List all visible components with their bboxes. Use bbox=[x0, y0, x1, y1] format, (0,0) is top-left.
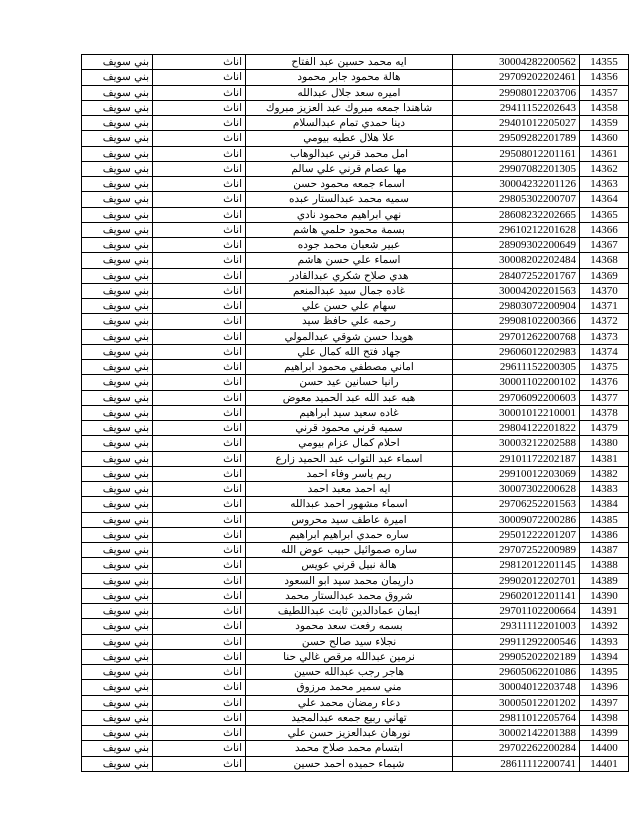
table-row bbox=[82, 573, 629, 588]
national-id-cell: 29707252200989 bbox=[453, 543, 580, 558]
national-id-cell: 29911292200546 bbox=[453, 634, 580, 649]
national-id-cell: 30009072200286 bbox=[453, 512, 580, 527]
national-id-cell: 30001102200102 bbox=[453, 375, 580, 390]
gender-cell: اناث bbox=[153, 222, 246, 237]
table-row bbox=[82, 70, 629, 85]
name-cell: اسماء علي حسن هاشم bbox=[246, 253, 453, 268]
table-row bbox=[82, 680, 629, 695]
serial-number-cell: 14378 bbox=[580, 405, 629, 420]
serial-number-cell: 14391 bbox=[580, 604, 629, 619]
name-cell: سميه محمد عبدالستار عبده bbox=[246, 192, 453, 207]
table-row bbox=[82, 543, 629, 558]
table-row bbox=[82, 85, 629, 100]
national-id-cell: 29610212201628 bbox=[453, 222, 580, 237]
governorate-cell: بني سويف bbox=[82, 482, 153, 497]
table-row bbox=[82, 741, 629, 756]
name-cell: غاده جمال سيد عبدالمنعم bbox=[246, 283, 453, 298]
gender-cell: اناث bbox=[153, 527, 246, 542]
national-id-cell: 29908102200366 bbox=[453, 314, 580, 329]
table-row bbox=[82, 436, 629, 451]
national-id-cell: 29805302200707 bbox=[453, 192, 580, 207]
national-id-cell: 29804122201822 bbox=[453, 421, 580, 436]
serial-number-cell: 14389 bbox=[580, 573, 629, 588]
national-id-cell: 30002142201388 bbox=[453, 726, 580, 741]
table-row bbox=[82, 558, 629, 573]
name-cell: نرمين عبدالله مرقص غالي حنا bbox=[246, 649, 453, 664]
governorate-cell: بني سويف bbox=[82, 131, 153, 146]
serial-number-cell: 14382 bbox=[580, 466, 629, 481]
table-row bbox=[82, 405, 629, 420]
table-row bbox=[82, 161, 629, 176]
serial-number-cell: 14368 bbox=[580, 253, 629, 268]
national-id-cell: 29611152200305 bbox=[453, 360, 580, 375]
governorate-cell: بني سويف bbox=[82, 497, 153, 512]
national-id-cell: 29701262200768 bbox=[453, 329, 580, 344]
governorate-cell: بني سويف bbox=[82, 70, 153, 85]
national-id-cell: 29602012201141 bbox=[453, 588, 580, 603]
table-row bbox=[82, 527, 629, 542]
serial-number-cell: 14380 bbox=[580, 436, 629, 451]
national-id-cell: 29812012201145 bbox=[453, 558, 580, 573]
governorate-cell: بني سويف bbox=[82, 619, 153, 634]
national-id-cell: 29706252201563 bbox=[453, 497, 580, 512]
gender-cell: اناث bbox=[153, 116, 246, 131]
gender-cell: اناث bbox=[153, 314, 246, 329]
national-id-cell: 29605062201086 bbox=[453, 665, 580, 680]
national-id-cell: 29101172202187 bbox=[453, 451, 580, 466]
serial-number-cell: 14388 bbox=[580, 558, 629, 573]
table-row bbox=[82, 512, 629, 527]
name-cell: مها عصام قرني علي سالم bbox=[246, 161, 453, 176]
gender-cell: اناث bbox=[153, 726, 246, 741]
serial-number-cell: 14363 bbox=[580, 177, 629, 192]
gender-cell: اناث bbox=[153, 604, 246, 619]
governorate-cell: بني سويف bbox=[82, 726, 153, 741]
national-id-cell: 29508012201161 bbox=[453, 146, 580, 161]
name-cell: نورهان عبدالعزيز حسن علي bbox=[246, 726, 453, 741]
governorate-cell: بني سويف bbox=[82, 604, 153, 619]
national-id-cell: 30004012203748 bbox=[453, 680, 580, 695]
serial-number-cell: 14384 bbox=[580, 497, 629, 512]
name-cell: ساره حمدي ابراهيم ابراهيم bbox=[246, 527, 453, 542]
gender-cell: اناث bbox=[153, 405, 246, 420]
serial-number-cell: 14392 bbox=[580, 619, 629, 634]
serial-number-cell: 14358 bbox=[580, 100, 629, 115]
serial-number-cell: 14387 bbox=[580, 543, 629, 558]
gender-cell: اناث bbox=[153, 329, 246, 344]
name-cell: احلام كمال عزام بيومي bbox=[246, 436, 453, 451]
name-cell: داريمان محمد سيد ابو السعود bbox=[246, 573, 453, 588]
gender-cell: اناث bbox=[153, 451, 246, 466]
table-row bbox=[82, 253, 629, 268]
gender-cell: اناث bbox=[153, 497, 246, 512]
national-id-cell: 30004232201126 bbox=[453, 177, 580, 192]
governorate-cell: بني سويف bbox=[82, 100, 153, 115]
national-id-cell: 29910012203069 bbox=[453, 466, 580, 481]
table-row bbox=[82, 619, 629, 634]
governorate-cell: بني سويف bbox=[82, 695, 153, 710]
serial-number-cell: 14362 bbox=[580, 161, 629, 176]
national-id-cell: 30008202202484 bbox=[453, 253, 580, 268]
governorate-cell: بني سويف bbox=[82, 253, 153, 268]
serial-number-cell: 14369 bbox=[580, 268, 629, 283]
name-cell: اسماء جمعه محمود حسن bbox=[246, 177, 453, 192]
governorate-cell: بني سويف bbox=[82, 283, 153, 298]
serial-number-cell: 14370 bbox=[580, 283, 629, 298]
name-cell: نهي ابراهيم محمود نادي bbox=[246, 207, 453, 222]
governorate-cell: بني سويف bbox=[82, 207, 153, 222]
governorate-cell: بني سويف bbox=[82, 177, 153, 192]
name-cell: ايه احمد معبد احمد bbox=[246, 482, 453, 497]
national-id-cell: 29701102200664 bbox=[453, 604, 580, 619]
name-cell: عبير شعبان محمد جوده bbox=[246, 238, 453, 253]
gender-cell: اناث bbox=[153, 512, 246, 527]
name-cell: غاده سعيد سيد ابراهيم bbox=[246, 405, 453, 420]
governorate-cell: بني سويف bbox=[82, 512, 153, 527]
name-cell: ايه محمد حسين عبد الفتاح bbox=[246, 55, 453, 70]
name-cell: هويدا حسن شوقي عبدالمولي bbox=[246, 329, 453, 344]
national-id-cell: 29902012202701 bbox=[453, 573, 580, 588]
table-row bbox=[82, 116, 629, 131]
national-id-cell: 28407252201767 bbox=[453, 268, 580, 283]
gender-cell: اناث bbox=[153, 283, 246, 298]
registry-table bbox=[81, 54, 629, 772]
governorate-cell: بني سويف bbox=[82, 710, 153, 725]
serial-number-cell: 14397 bbox=[580, 695, 629, 710]
governorate-cell: بني سويف bbox=[82, 680, 153, 695]
name-cell: هالة نبيل قرني عويس bbox=[246, 558, 453, 573]
name-cell: نجلاء سيد صالح حسن bbox=[246, 634, 453, 649]
table-row bbox=[82, 649, 629, 664]
governorate-cell: بني سويف bbox=[82, 558, 153, 573]
national-id-cell: 30004282200562 bbox=[453, 55, 580, 70]
gender-cell: اناث bbox=[153, 665, 246, 680]
table-row bbox=[82, 588, 629, 603]
name-cell: اميره سعد جلال عبدالله bbox=[246, 85, 453, 100]
table-row bbox=[82, 756, 629, 771]
serial-number-cell: 14398 bbox=[580, 710, 629, 725]
national-id-cell: 29311112201003 bbox=[453, 619, 580, 634]
name-cell: هاجر رجب عبدالله حسين bbox=[246, 665, 453, 680]
name-cell: سهام علي حسن علي bbox=[246, 299, 453, 314]
national-id-cell: 30007302200628 bbox=[453, 482, 580, 497]
national-id-cell: 29706092200603 bbox=[453, 390, 580, 405]
gender-cell: اناث bbox=[153, 161, 246, 176]
governorate-cell: بني سويف bbox=[82, 451, 153, 466]
table-row bbox=[82, 329, 629, 344]
serial-number-cell: 14401 bbox=[580, 756, 629, 771]
table-row bbox=[82, 482, 629, 497]
registry-table-body bbox=[82, 55, 629, 772]
serial-number-cell: 14364 bbox=[580, 192, 629, 207]
name-cell: امل محمد قرني عبدالوهاب bbox=[246, 146, 453, 161]
governorate-cell: بني سويف bbox=[82, 756, 153, 771]
governorate-cell: بني سويف bbox=[82, 238, 153, 253]
serial-number-cell: 14357 bbox=[580, 85, 629, 100]
national-id-cell: 29907082201305 bbox=[453, 161, 580, 176]
name-cell: سميه قرني محمود قرني bbox=[246, 421, 453, 436]
gender-cell: اناث bbox=[153, 543, 246, 558]
gender-cell: اناث bbox=[153, 360, 246, 375]
national-id-cell: 29702262200284 bbox=[453, 741, 580, 756]
gender-cell: اناث bbox=[153, 192, 246, 207]
gender-cell: اناث bbox=[153, 299, 246, 314]
name-cell: اسماء مشهور احمد عبدالله bbox=[246, 497, 453, 512]
table-row bbox=[82, 604, 629, 619]
table-row bbox=[82, 375, 629, 390]
name-cell: ريم ياسر وفاء احمد bbox=[246, 466, 453, 481]
gender-cell: اناث bbox=[153, 482, 246, 497]
governorate-cell: بني سويف bbox=[82, 85, 153, 100]
gender-cell: اناث bbox=[153, 466, 246, 481]
serial-number-cell: 14377 bbox=[580, 390, 629, 405]
name-cell: اميرة عاطف سيد محروس bbox=[246, 512, 453, 527]
national-id-cell: 29509282201789 bbox=[453, 131, 580, 146]
name-cell: شروق محمد عبدالستار محمد bbox=[246, 588, 453, 603]
national-id-cell: 28611112200741 bbox=[453, 756, 580, 771]
national-id-cell: 30001012210001 bbox=[453, 405, 580, 420]
national-id-cell: 29606012202983 bbox=[453, 344, 580, 359]
governorate-cell: بني سويف bbox=[82, 299, 153, 314]
name-cell: هدي صلاح شكري عبدالقادر bbox=[246, 268, 453, 283]
governorate-cell: بني سويف bbox=[82, 192, 153, 207]
governorate-cell: بني سويف bbox=[82, 634, 153, 649]
gender-cell: اناث bbox=[153, 268, 246, 283]
governorate-cell: بني سويف bbox=[82, 588, 153, 603]
governorate-cell: بني سويف bbox=[82, 268, 153, 283]
table-row bbox=[82, 177, 629, 192]
gender-cell: اناث bbox=[153, 238, 246, 253]
gender-cell: اناث bbox=[153, 558, 246, 573]
serial-number-cell: 14367 bbox=[580, 238, 629, 253]
serial-number-cell: 14400 bbox=[580, 741, 629, 756]
governorate-cell: بني سويف bbox=[82, 405, 153, 420]
name-cell: هبه عبد الله عبد الحميد معوض bbox=[246, 390, 453, 405]
table-row bbox=[82, 314, 629, 329]
national-id-cell: 28909302200649 bbox=[453, 238, 580, 253]
gender-cell: اناث bbox=[153, 344, 246, 359]
serial-number-cell: 14359 bbox=[580, 116, 629, 131]
name-cell: ابتسام محمد صلاح محمد bbox=[246, 741, 453, 756]
name-cell: علا هلال عطيه بيومي bbox=[246, 131, 453, 146]
governorate-cell: بني سويف bbox=[82, 360, 153, 375]
serial-number-cell: 14379 bbox=[580, 421, 629, 436]
serial-number-cell: 14385 bbox=[580, 512, 629, 527]
governorate-cell: بني سويف bbox=[82, 573, 153, 588]
table-row bbox=[82, 283, 629, 298]
name-cell: ساره صموائيل حبيب عوض الله bbox=[246, 543, 453, 558]
gender-cell: اناث bbox=[153, 375, 246, 390]
gender-cell: اناث bbox=[153, 573, 246, 588]
gender-cell: اناث bbox=[153, 146, 246, 161]
table-row bbox=[82, 497, 629, 512]
serial-number-cell: 14372 bbox=[580, 314, 629, 329]
name-cell: اسماء عبد التواب عبد الحميد زارع bbox=[246, 451, 453, 466]
gender-cell: اناث bbox=[153, 680, 246, 695]
name-cell: شاهندا جمعه مبروك عبد العزيز مبروك bbox=[246, 100, 453, 115]
table-row bbox=[82, 100, 629, 115]
gender-cell: اناث bbox=[153, 436, 246, 451]
name-cell: تهاني ربيع جمعه عبدالمجيد bbox=[246, 710, 453, 725]
name-cell: دينا حمدي تمام عبدالسلام bbox=[246, 116, 453, 131]
national-id-cell: 29905202202189 bbox=[453, 649, 580, 664]
name-cell: جهاد فتح الله كمال علي bbox=[246, 344, 453, 359]
serial-number-cell: 14396 bbox=[580, 680, 629, 695]
gender-cell: اناث bbox=[153, 70, 246, 85]
table-row bbox=[82, 466, 629, 481]
national-id-cell: 29401012205027 bbox=[453, 116, 580, 131]
name-cell: بسمه رفعت سعد محمود bbox=[246, 619, 453, 634]
gender-cell: اناث bbox=[153, 85, 246, 100]
serial-number-cell: 14373 bbox=[580, 329, 629, 344]
serial-number-cell: 14375 bbox=[580, 360, 629, 375]
serial-number-cell: 14355 bbox=[580, 55, 629, 70]
table-row bbox=[82, 360, 629, 375]
table-row bbox=[82, 222, 629, 237]
governorate-cell: بني سويف bbox=[82, 344, 153, 359]
name-cell: اماني مصطفي محمود ابراهيم bbox=[246, 360, 453, 375]
table-row bbox=[82, 710, 629, 725]
gender-cell: اناث bbox=[153, 207, 246, 222]
gender-cell: اناث bbox=[153, 177, 246, 192]
serial-number-cell: 14376 bbox=[580, 375, 629, 390]
governorate-cell: بني سويف bbox=[82, 466, 153, 481]
national-id-cell: 30003212202588 bbox=[453, 436, 580, 451]
gender-cell: اناث bbox=[153, 741, 246, 756]
name-cell: بسمة محمود حلمي هاشم bbox=[246, 222, 453, 237]
serial-number-cell: 14393 bbox=[580, 634, 629, 649]
national-id-cell: 29908012203706 bbox=[453, 85, 580, 100]
serial-number-cell: 14366 bbox=[580, 222, 629, 237]
governorate-cell: بني سويف bbox=[82, 116, 153, 131]
serial-number-cell: 14374 bbox=[580, 344, 629, 359]
governorate-cell: بني سويف bbox=[82, 161, 153, 176]
name-cell: رحمه علي حافظ سيد bbox=[246, 314, 453, 329]
table-row bbox=[82, 268, 629, 283]
name-cell: ايمان عمادالدين ثابت عبداللطيف bbox=[246, 604, 453, 619]
table-row bbox=[82, 451, 629, 466]
table-row bbox=[82, 665, 629, 680]
national-id-cell: 30004202201563 bbox=[453, 283, 580, 298]
gender-cell: اناث bbox=[153, 710, 246, 725]
table-row bbox=[82, 146, 629, 161]
serial-number-cell: 14383 bbox=[580, 482, 629, 497]
national-id-cell: 29811012205764 bbox=[453, 710, 580, 725]
table-row bbox=[82, 695, 629, 710]
table-row bbox=[82, 192, 629, 207]
serial-number-cell: 14390 bbox=[580, 588, 629, 603]
table-row bbox=[82, 390, 629, 405]
governorate-cell: بني سويف bbox=[82, 390, 153, 405]
national-id-cell: 29411152202643 bbox=[453, 100, 580, 115]
national-id-cell: 30005012201202 bbox=[453, 695, 580, 710]
gender-cell: اناث bbox=[153, 756, 246, 771]
serial-number-cell: 14386 bbox=[580, 527, 629, 542]
table-row bbox=[82, 299, 629, 314]
gender-cell: اناث bbox=[153, 100, 246, 115]
registry-sheet bbox=[81, 54, 618, 772]
national-id-cell: 29501222201207 bbox=[453, 527, 580, 542]
gender-cell: اناث bbox=[153, 253, 246, 268]
serial-number-cell: 14365 bbox=[580, 207, 629, 222]
gender-cell: اناث bbox=[153, 390, 246, 405]
gender-cell: اناث bbox=[153, 695, 246, 710]
table-row bbox=[82, 726, 629, 741]
gender-cell: اناث bbox=[153, 588, 246, 603]
table-row bbox=[82, 131, 629, 146]
governorate-cell: بني سويف bbox=[82, 741, 153, 756]
serial-number-cell: 14399 bbox=[580, 726, 629, 741]
table-row bbox=[82, 634, 629, 649]
serial-number-cell: 14356 bbox=[580, 70, 629, 85]
table-row bbox=[82, 238, 629, 253]
serial-number-cell: 14361 bbox=[580, 146, 629, 161]
serial-number-cell: 14360 bbox=[580, 131, 629, 146]
name-cell: رانيا حسانين عيد حسن bbox=[246, 375, 453, 390]
table-row bbox=[82, 344, 629, 359]
serial-number-cell: 14395 bbox=[580, 665, 629, 680]
gender-cell: اناث bbox=[153, 634, 246, 649]
gender-cell: اناث bbox=[153, 55, 246, 70]
national-id-cell: 29803072200904 bbox=[453, 299, 580, 314]
table-row bbox=[82, 421, 629, 436]
governorate-cell: بني سويف bbox=[82, 375, 153, 390]
governorate-cell: بني سويف bbox=[82, 649, 153, 664]
governorate-cell: بني سويف bbox=[82, 421, 153, 436]
name-cell: هالة محمود جابر محمود bbox=[246, 70, 453, 85]
governorate-cell: بني سويف bbox=[82, 222, 153, 237]
name-cell: دعاء رمضان محمد علي bbox=[246, 695, 453, 710]
governorate-cell: بني سويف bbox=[82, 436, 153, 451]
name-cell: مني سمير محمد مرزوق bbox=[246, 680, 453, 695]
governorate-cell: بني سويف bbox=[82, 665, 153, 680]
gender-cell: اناث bbox=[153, 131, 246, 146]
governorate-cell: بني سويف bbox=[82, 543, 153, 558]
governorate-cell: بني سويف bbox=[82, 55, 153, 70]
governorate-cell: بني سويف bbox=[82, 146, 153, 161]
national-id-cell: 28608232202665 bbox=[453, 207, 580, 222]
table-row bbox=[82, 207, 629, 222]
serial-number-cell: 14394 bbox=[580, 649, 629, 664]
governorate-cell: بني سويف bbox=[82, 527, 153, 542]
gender-cell: اناث bbox=[153, 619, 246, 634]
national-id-cell: 29709202202461 bbox=[453, 70, 580, 85]
governorate-cell: بني سويف bbox=[82, 314, 153, 329]
serial-number-cell: 14381 bbox=[580, 451, 629, 466]
gender-cell: اناث bbox=[153, 421, 246, 436]
table-row bbox=[82, 55, 629, 70]
name-cell: شيماء حميده احمد حسين bbox=[246, 756, 453, 771]
gender-cell: اناث bbox=[153, 649, 246, 664]
governorate-cell: بني سويف bbox=[82, 329, 153, 344]
serial-number-cell: 14371 bbox=[580, 299, 629, 314]
